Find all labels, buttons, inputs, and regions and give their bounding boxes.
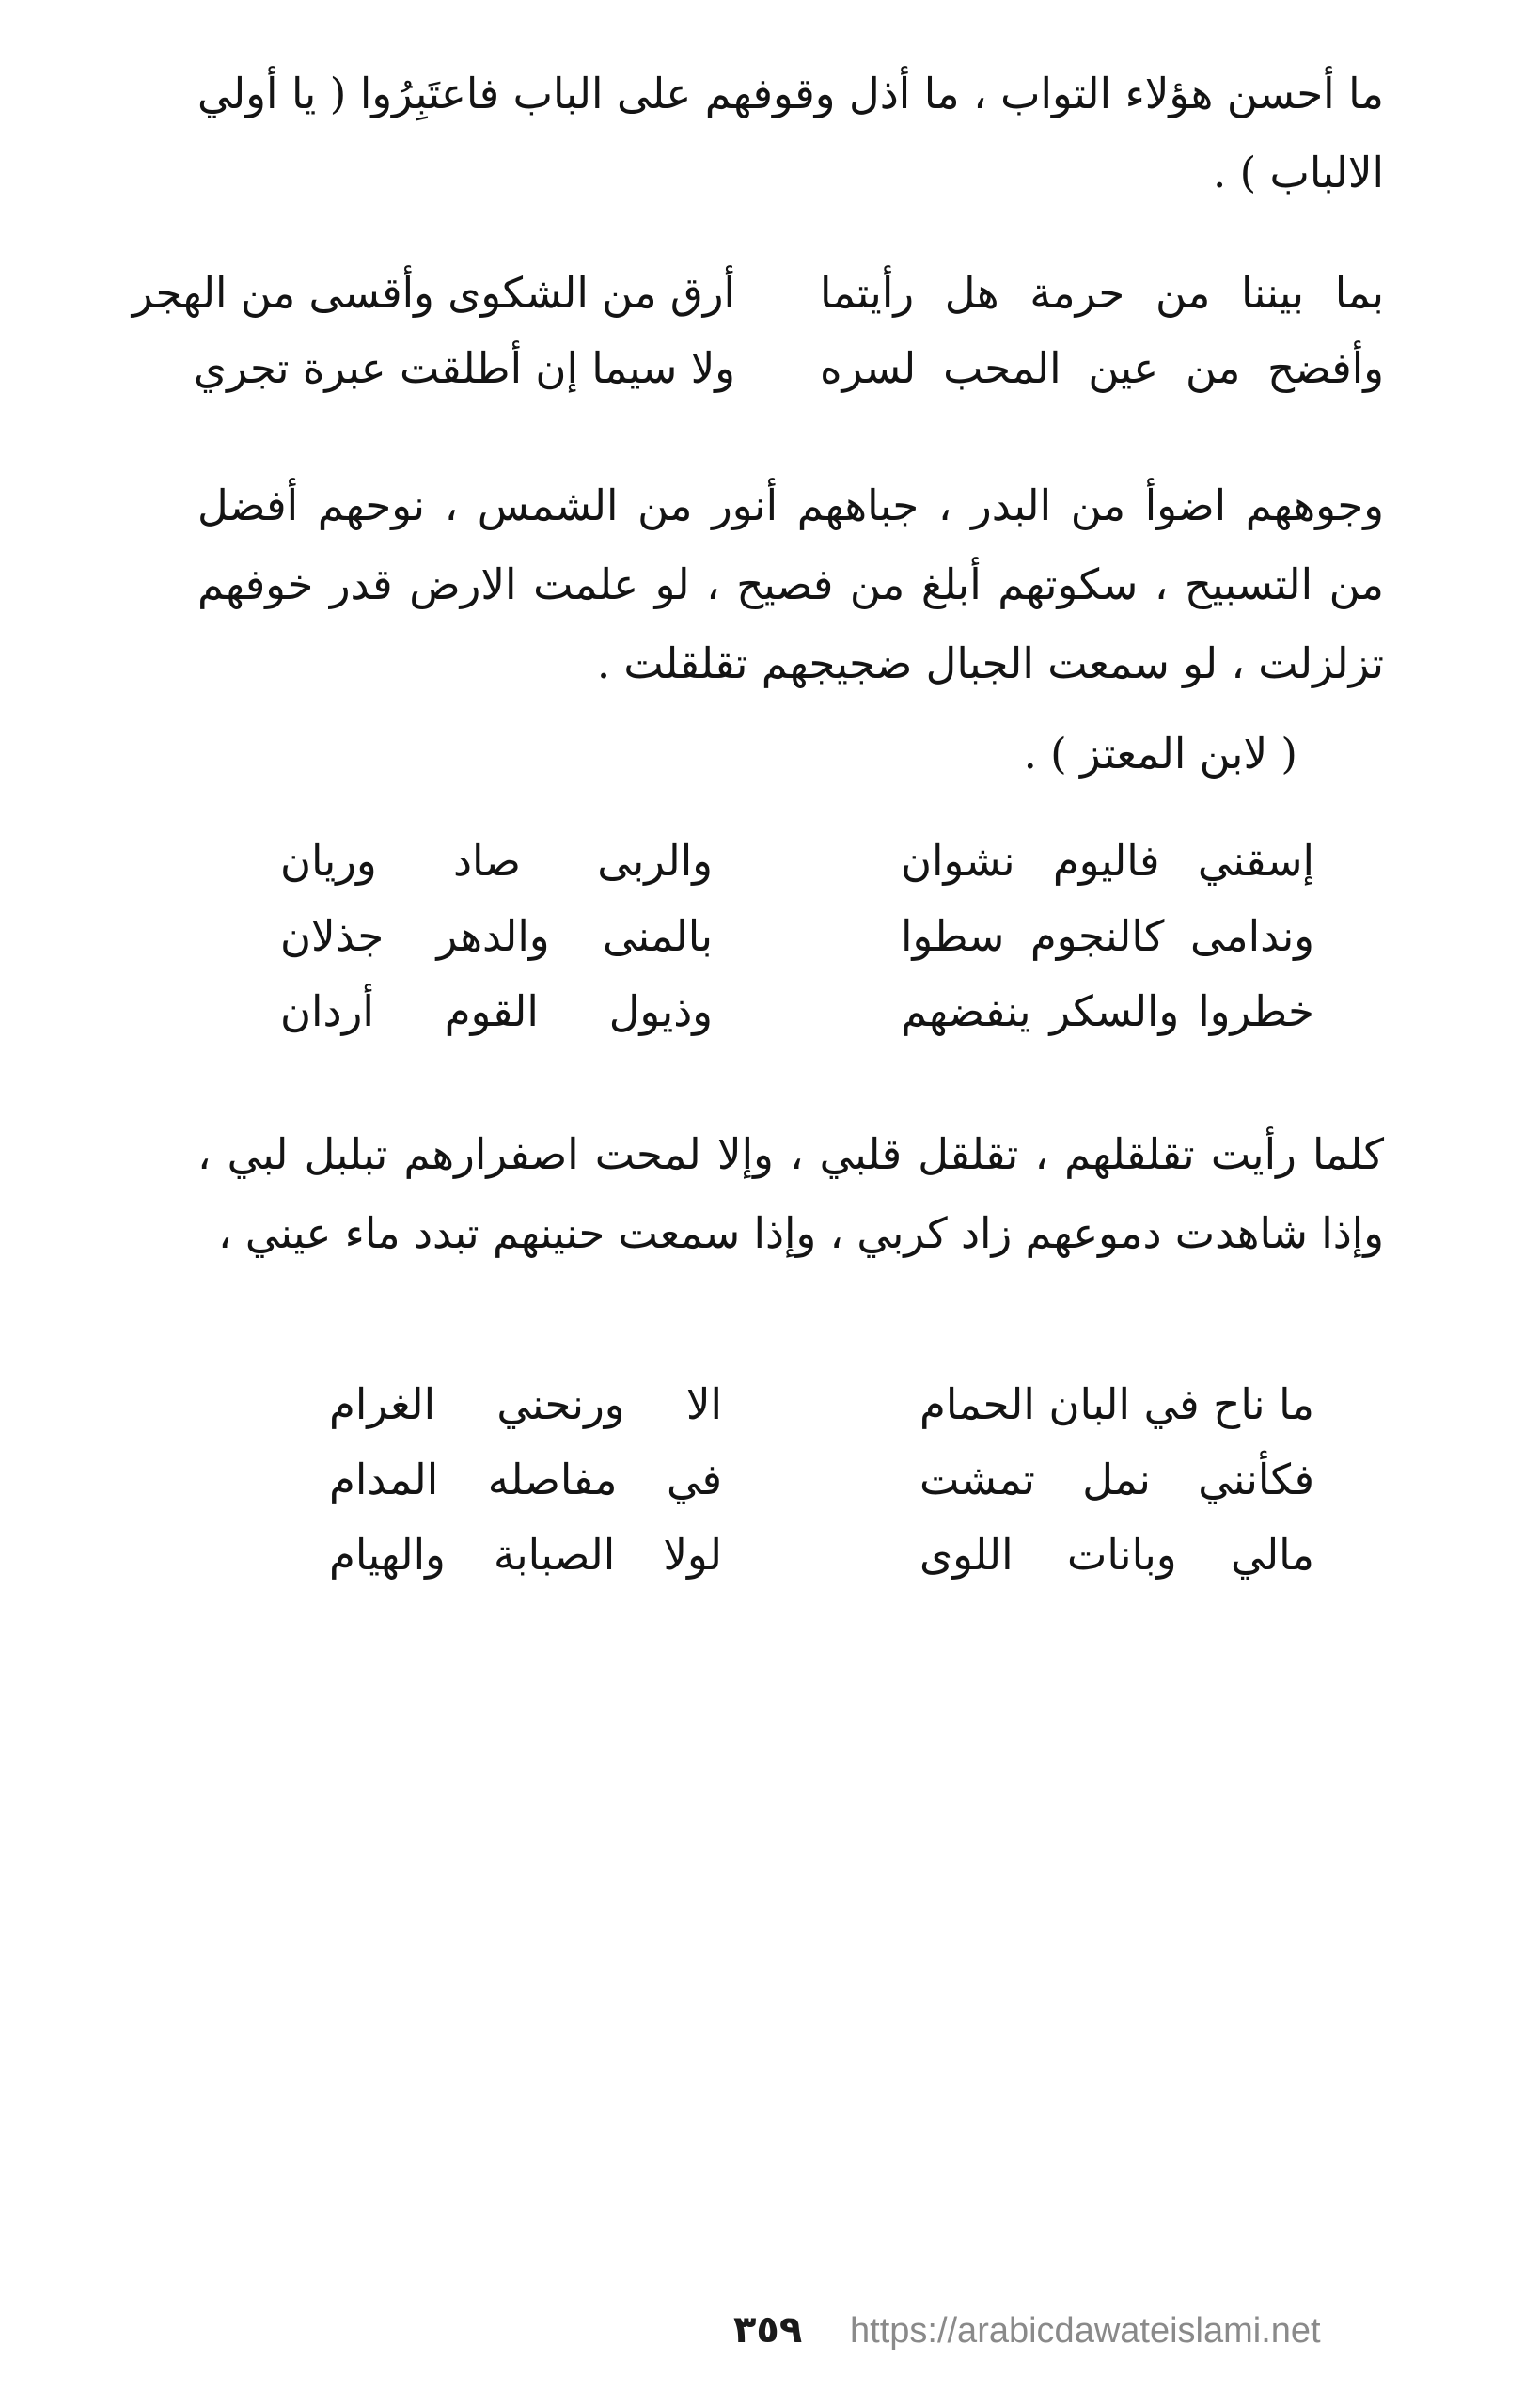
verse-line — [132, 256, 1384, 331]
verse-second-hemistich: بالمنى والدهر جذلان — [280, 911, 713, 961]
verse-first-hemistich: مالي وبانات اللوى — [919, 1530, 1314, 1580]
verse-first-hemistich: خطروا والسكر ينفضهم — [901, 986, 1314, 1036]
verse-second-hemistich: وذيول القوم أردان — [280, 986, 713, 1036]
verse-line — [280, 824, 1314, 899]
verse-first-hemistich: ما ناح في البان الحمام — [919, 1379, 1314, 1429]
verse-first-hemistich: بما بيننا من حرمة هل رأيتما — [820, 268, 1384, 318]
verse-first-hemistich: فكأنني نمل تمشت — [919, 1455, 1314, 1504]
page-number: ٣٥٩ — [733, 2308, 803, 2352]
verse-block-3 — [329, 1367, 1314, 1593]
verse-line — [329, 1442, 1314, 1518]
prose-paragraph-1: ما أحسن هؤلاء التواب ، ما أذل وقوفهم على الباب فاعتَبِرُوا ( يا أولي الالباب ) . — [197, 69, 1384, 197]
page-footer — [0, 2302, 1540, 2358]
verse-first-hemistich: وندامى كالنجوم سطوا — [901, 911, 1314, 961]
verse-block-1 — [132, 256, 1384, 406]
verse-block-2 — [280, 824, 1314, 1049]
verse-line — [280, 974, 1314, 1049]
verse-line — [280, 899, 1314, 974]
verse-second-hemistich: لولا الصبابة والهيام — [329, 1530, 722, 1580]
verse-line — [193, 331, 1384, 406]
verse-line — [329, 1518, 1314, 1593]
source-watermark-link[interactable]: https://arabicdawateislami.net — [850, 2311, 1321, 2351]
verse-first-hemistich: إسقني فاليوم نشوان — [901, 836, 1314, 886]
verse-first-hemistich: وأفضح من عين المحب لسره — [820, 343, 1384, 393]
verse-second-hemistich: ولا سيما إن أطلقت عبرة تجري — [193, 343, 735, 393]
verse-line — [329, 1367, 1314, 1442]
prose-paragraph-3: كلما رأيت تقلقلهم ، تقلقل قلبي ، وإلا لمحت اصفرارهم تبلبل لبي ، وإذا شاهدت دموعهم زاد كربي ، وإذا سمعت حنينهم تبدد ماء عيني ، — [197, 1129, 1384, 1258]
verse-second-hemistich: أرق من الشكوى وأقسى من الهجر — [132, 268, 735, 318]
verse-second-hemistich: الا ورنحني الغرام — [329, 1379, 722, 1429]
verse-second-hemistich: والربى صاد وريان — [280, 836, 713, 886]
section-heading: ( لابن المعتز ) . — [1023, 729, 1297, 779]
prose-paragraph-2: وجوههم اضوأ من البدر ، جباههم أنور من الشمس ، نوحهم أفضل من التسبيح ، سكوتهم أبلغ من فصيح ، لو علمت الارض قدر خوفهم تزلزلت ، لو سمعت الجبال ضجيجهم تقلقلت . — [197, 480, 1384, 688]
verse-second-hemistich: في مفاصله المدام — [329, 1455, 722, 1504]
